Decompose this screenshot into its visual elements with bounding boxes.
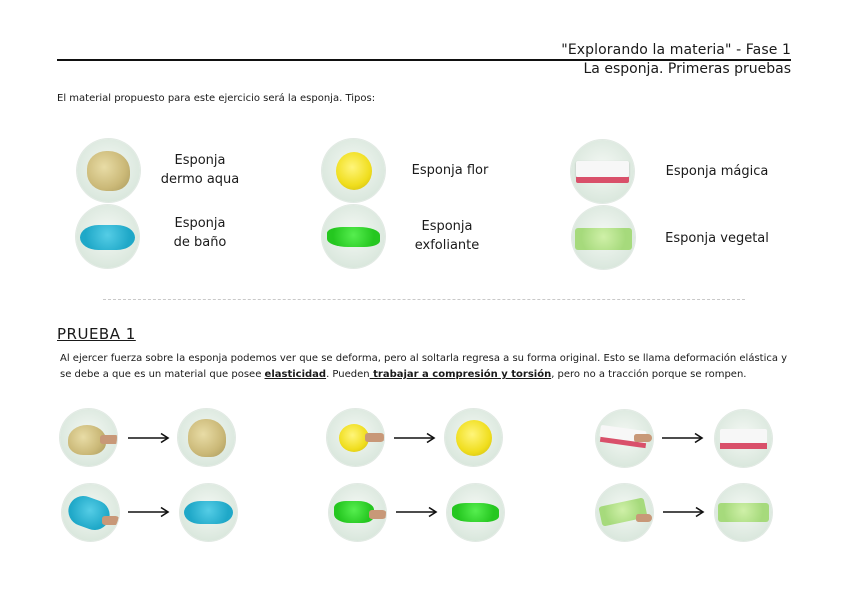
arrow-icon	[395, 506, 439, 518]
paragraph-text: , pero no a tracción porque se rompen.	[551, 369, 747, 380]
vegetable-restored-image	[715, 484, 772, 541]
header-title: "Explorando la materia" - Fase 1	[561, 42, 791, 58]
paragraph-text: . Pueden	[326, 369, 370, 380]
flower-compressed-image	[327, 409, 384, 466]
section-title: PRUEBA 1	[57, 325, 136, 343]
vegetable-compressed-image	[596, 484, 653, 541]
arrow-icon	[662, 506, 706, 518]
sponge-label-dermo-aqua	[150, 151, 250, 189]
sponge-label-magic: Esponja mágica	[665, 164, 769, 179]
sponge-label-flower: Esponja flor	[411, 163, 489, 178]
arrow-icon	[393, 432, 437, 444]
magic-restored-image	[715, 410, 772, 467]
arrow-icon	[127, 506, 171, 518]
exfoliating-restored-image	[447, 484, 504, 541]
paragraph-text: Al ejercer fuerza sobre la esponja podemos ver que se deforma, pero al soltarla regresa a su forma original. Esto se llama deformación elástica y se debe a que es un material que posee	[60, 353, 788, 380]
bath-compressed-image	[62, 484, 119, 541]
sponge-label-bath	[150, 214, 250, 252]
arrow-icon	[661, 432, 705, 444]
dermo-aqua-restored-image	[178, 409, 235, 466]
sponge-label-line: exfoliante	[414, 238, 480, 253]
sponge-label-line: dermo aqua	[160, 172, 240, 187]
exfoliating-sponge-image	[322, 205, 385, 268]
bath-sponge-image	[76, 205, 139, 268]
intro-text: El material propuesto para este ejercicio será la esponja. Tipos:	[57, 93, 376, 104]
sponge-label-vegetable: Esponja vegetal	[665, 231, 769, 246]
magic-compressed-image	[596, 410, 653, 467]
sponge-label-line: de baño	[173, 235, 227, 250]
exfoliating-compressed-image	[329, 484, 386, 541]
magic-sponge-image	[571, 140, 634, 203]
dermo-aqua-sponge-image	[77, 139, 140, 202]
keyword-elasticidad: elasticidad	[264, 369, 327, 380]
sponge-label-line: Esponja	[174, 216, 226, 231]
sponge-label-exfoliating	[397, 217, 497, 255]
arrow-icon	[127, 432, 171, 444]
dermo-aqua-compressed-image	[60, 409, 117, 466]
section-divider	[103, 299, 745, 300]
header-subtitle: La esponja. Primeras pruebas	[583, 61, 791, 77]
keyword-compresion-torsion: trabajar a compresión y torsión	[369, 369, 552, 380]
sponge-label-line: Esponja	[174, 153, 226, 168]
prueba-paragraph	[60, 351, 795, 383]
bath-restored-image	[180, 484, 237, 541]
flower-sponge-image	[322, 139, 385, 202]
flower-restored-image	[445, 409, 502, 466]
vegetable-sponge-image	[572, 206, 635, 269]
sponge-label-line: Esponja	[421, 219, 473, 234]
